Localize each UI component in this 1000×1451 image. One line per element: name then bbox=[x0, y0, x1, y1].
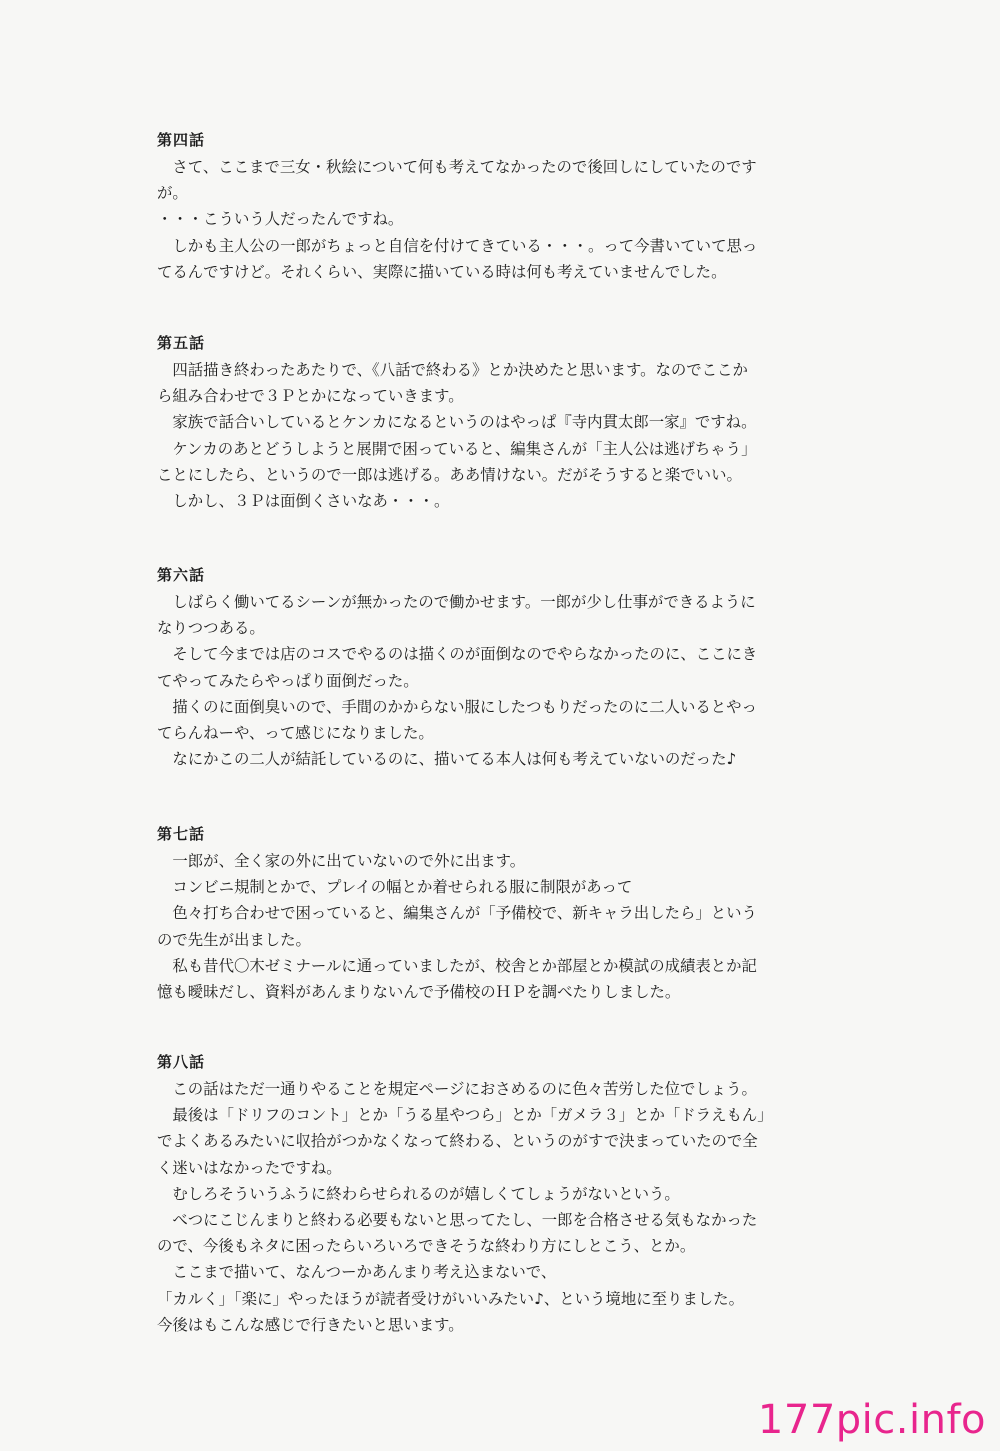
text-line: 家族で話合いしているとケンカになるというのはやっぱ『寺内貫太郎一家』ですね。 bbox=[157, 413, 757, 432]
text-line: 色々打ち合わせで困っていると、編集さんが「予備校で、新キャラ出したら」という bbox=[157, 904, 757, 923]
text-line: そして今までは店のコスでやるのは描くのが面倒なのでやらなかったのに、ここにき bbox=[157, 645, 758, 664]
text-line: てるんですけど。それくらい、実際に描いている時は何も考えていませんでした。 bbox=[157, 262, 727, 281]
text-line: しばらく働いてるシーンが無かったので働かせます。一郎が少し仕事ができるように bbox=[157, 593, 756, 611]
text-line: 描くのに面倒臭いので、手間のかからない服にしたつもりだったのに二人いるとやっ bbox=[157, 697, 757, 716]
section-heading: 第七話 bbox=[157, 825, 206, 843]
text-line: 憶も曖昧だし、資料があんまりないんで予備校のＨＰを調べたりしました。 bbox=[157, 983, 681, 1002]
text-line: 一郎が、全く家の外に出ていないので外に出ます。 bbox=[157, 852, 526, 870]
text-line: ので先生が出ました。 bbox=[157, 930, 311, 949]
text-line: さて、ここまで三女・秋絵について何も考えてなかったので後回しにしていたのです bbox=[157, 158, 757, 176]
text-line: ので、今後もネタに困ったらいろいろできそうな終わり方にしとこう、とか。 bbox=[157, 1237, 696, 1256]
text-line: てらんねーや、って感じになりました。 bbox=[157, 724, 434, 743]
text-line: ら組み合わせで３Ｐとかになっていきます。 bbox=[157, 387, 464, 406]
text-line: この話はただ一通りやることを規定ページにおさめるのに色々苦労した位でしょう。 bbox=[157, 1080, 757, 1098]
text-line: しかし、３Ｐは面倒くさいなあ・・・。 bbox=[157, 492, 450, 511]
text-line: 「カルく」「楽に」やったほうが読者受けがいいみたい♪、という境地に至りました。 bbox=[157, 1289, 744, 1308]
text-line: ケンカのあとどうしようと展開で困っていると、編集さんが「主人公は逃げちゃう」 bbox=[157, 439, 757, 458]
text-line: でよくあるみたいに収拾がつかなくなって終わる、というのがすで決まっていたので全 bbox=[157, 1132, 758, 1151]
section-heading: 第六話 bbox=[157, 566, 206, 584]
text-line: なにかこの二人が結託しているのに、描いてる本人は何も考えていないのだった♪ bbox=[157, 750, 737, 769]
site-watermark: 177pic.info bbox=[757, 1397, 986, 1443]
text-line: べつにこじんまりと終わる必要もないと思ってたし、一郎を合格させる気もなかった bbox=[157, 1211, 758, 1230]
section-episode-4 bbox=[157, 126, 847, 285]
section-episode-8 bbox=[157, 1048, 847, 1338]
text-line: 今後はもこんな感じで行きたいと思います。 bbox=[157, 1315, 464, 1334]
section-heading: 第四話 bbox=[157, 131, 206, 149]
text-line: 四話描き終わったあたりで、《八話で終わる》とか決めたと思います。なのでここか bbox=[157, 361, 748, 379]
section-heading: 第五話 bbox=[157, 334, 206, 352]
section-episode-6 bbox=[157, 561, 847, 772]
section-episode-5 bbox=[157, 329, 847, 514]
text-line: 最後は「ドリフのコント」とか「うる星やつら」とか「ガメラ３」とか「ドラえもん」 bbox=[157, 1106, 773, 1125]
text-line: コンビニ規制とかで、プレイの幅とか着せられる服に制限があって bbox=[157, 878, 633, 897]
text-line: ここまで描いて、なんつーかあんまり考え込まないで、 bbox=[157, 1263, 557, 1282]
text-line: 私も昔代〇木ゼミナールに通っていましたが、校舎とか部屋とか模試の成績表とか記 bbox=[157, 956, 757, 975]
text-line: むしろそういうふうに終わらせられるのが嬉しくてしょうがないという。 bbox=[157, 1184, 680, 1203]
text-line: しかも主人公の一郎がちょっと自信を付けてきている・・・。って今書いていて思っ bbox=[157, 236, 758, 255]
section-episode-7 bbox=[157, 820, 847, 1005]
text-line: なりつつある。 bbox=[157, 619, 265, 638]
text-line: てやってみたらやっぱり面倒だった。 bbox=[157, 671, 419, 690]
text-line: ・・・こういう人だったんですね。 bbox=[157, 210, 404, 229]
text-line: ことにしたら、というので一郎は逃げる。ああ情けない。だがそうすると楽でいい。 bbox=[157, 465, 742, 484]
text-line: が。 bbox=[157, 184, 188, 203]
section-heading: 第八話 bbox=[157, 1053, 206, 1071]
text-line: く迷いはなかったですね。 bbox=[157, 1158, 342, 1177]
